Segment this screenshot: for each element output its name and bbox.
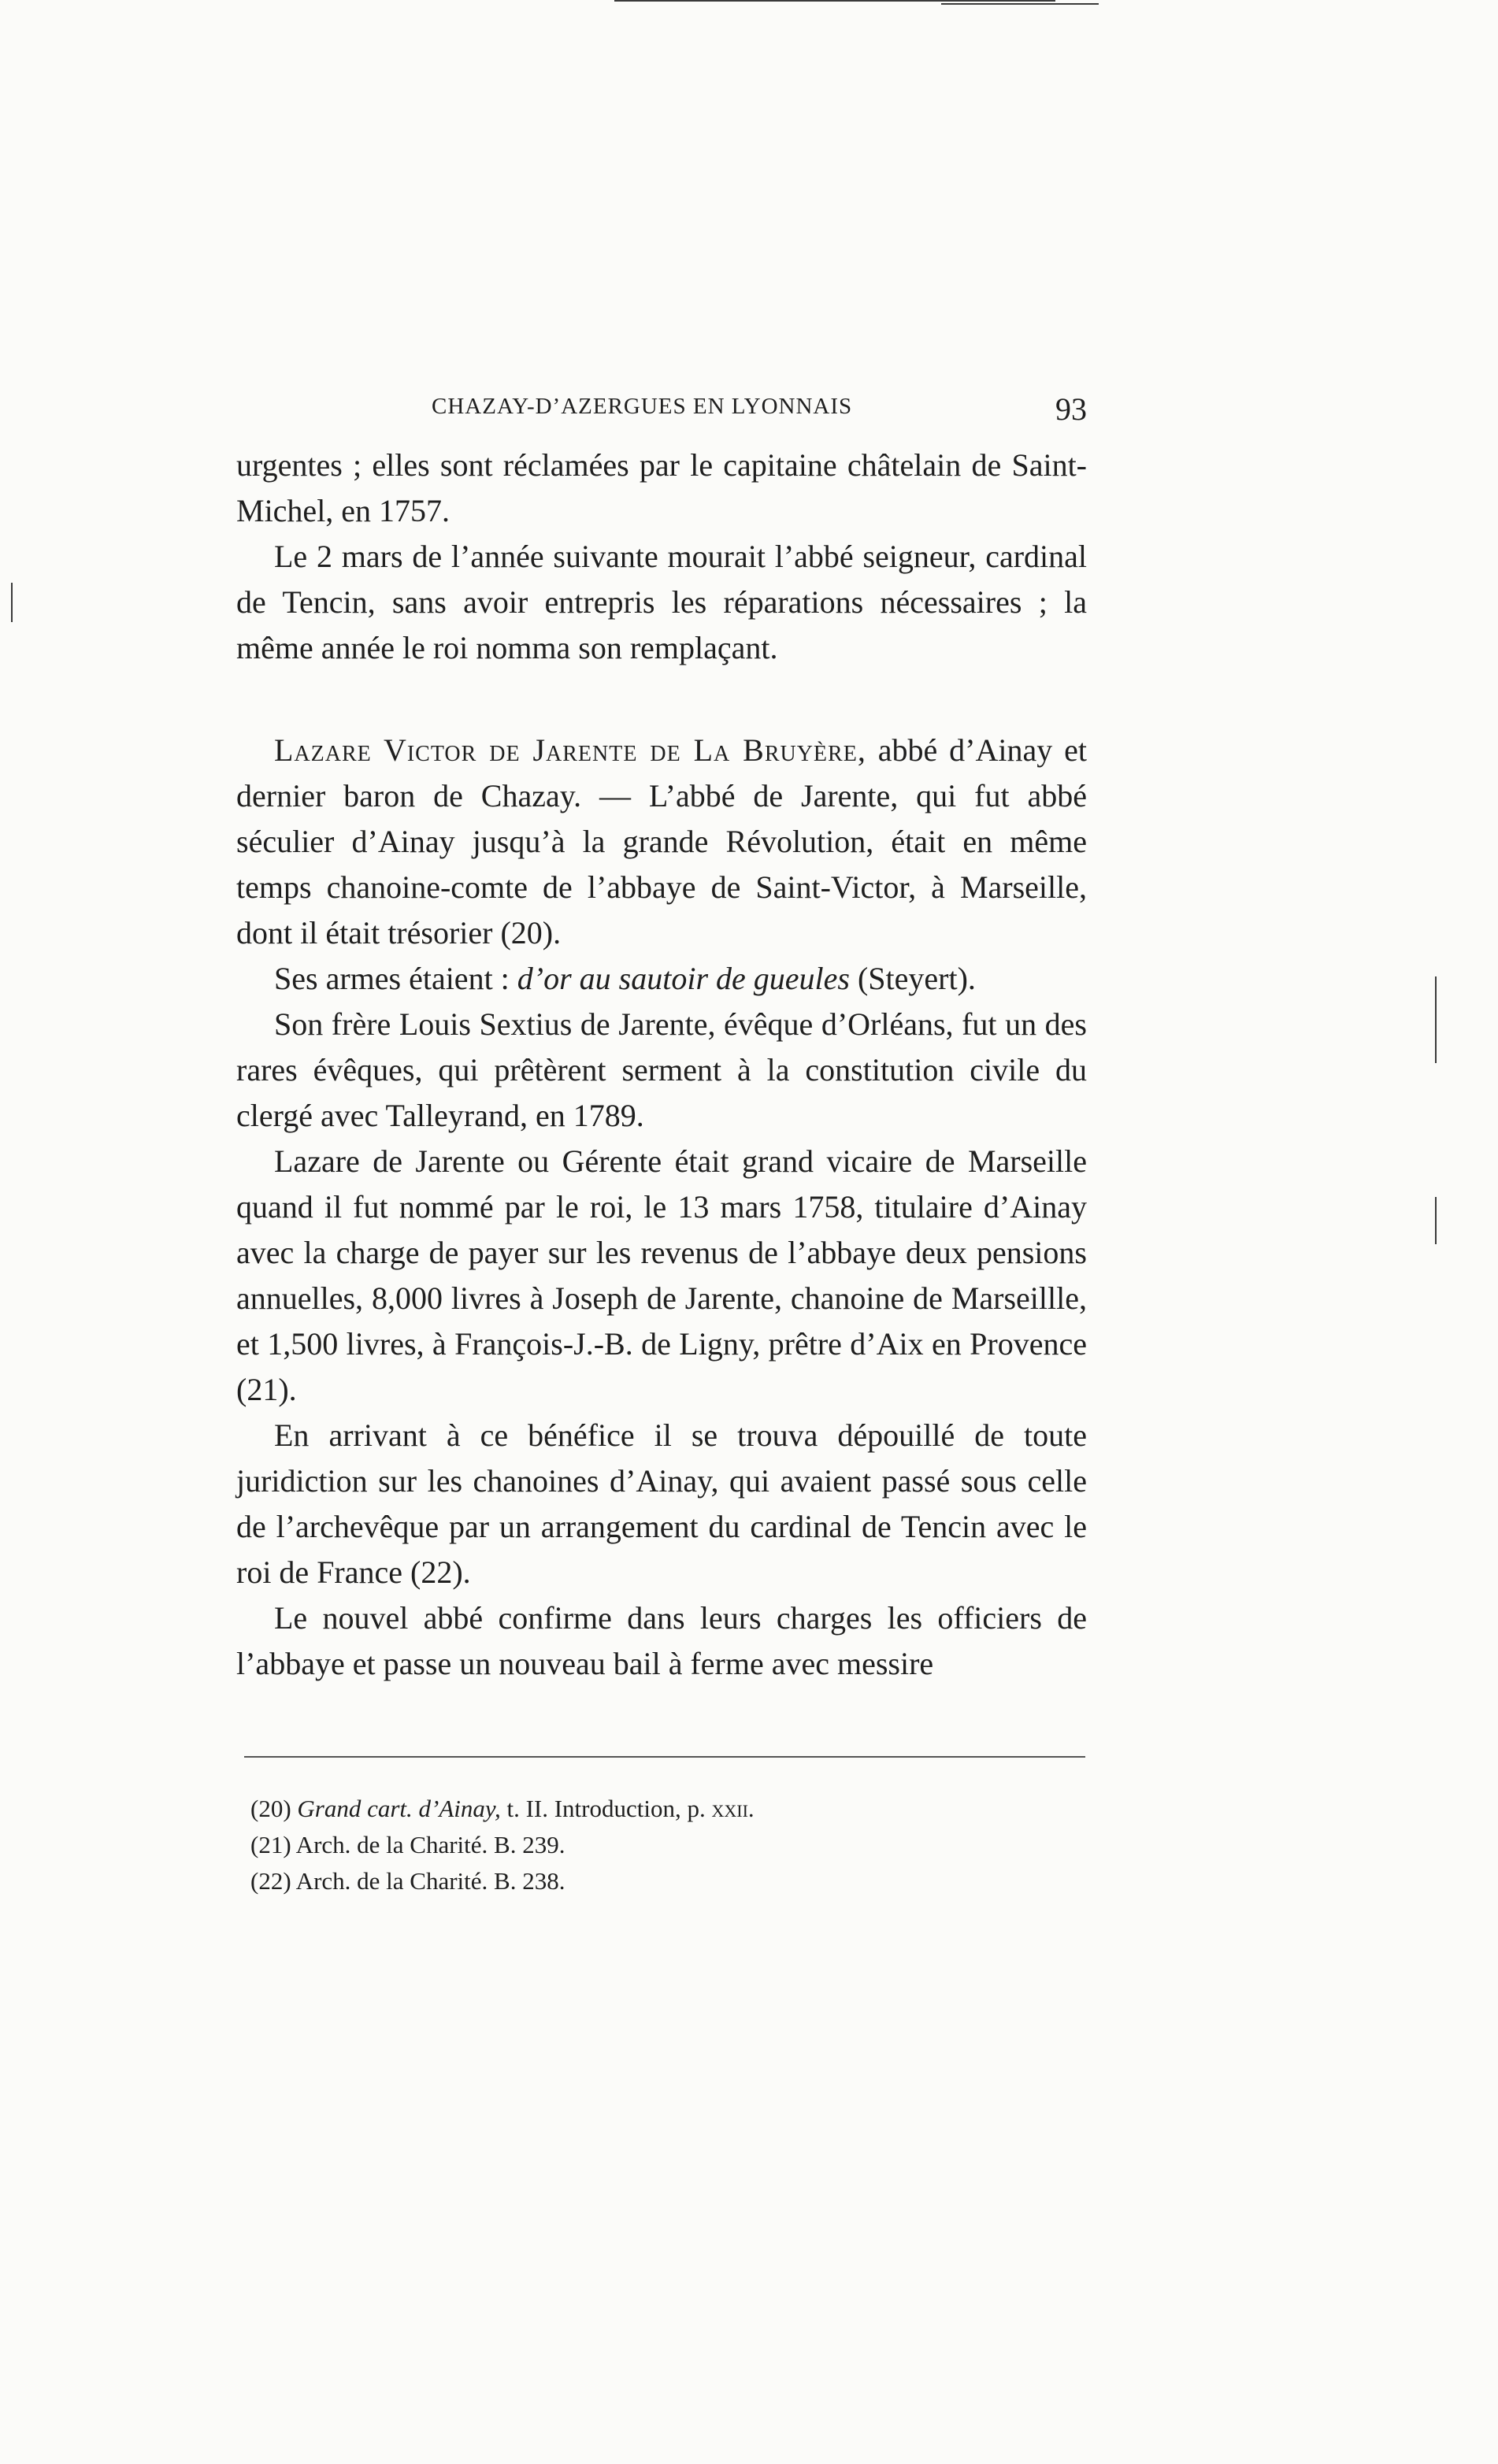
footnote-number: (20): [250, 1795, 298, 1822]
paragraph: En arrivant à ce bénéfice il se trouva dépouillé de toute juridiction sur les chanoines d’Ainay, qui avaient passé sous celle de l’archevêque par un arrangement du cardinal de Tencin avec le roi de France (22).: [236, 1417, 1087, 1590]
scan-mark-right-2: [1435, 1197, 1437, 1244]
arms-blazon: d’or au sautoir de gueules: [517, 961, 850, 996]
paragraph: urgentes ; elles sont réclamées par le capitaine châtelain de Saint-Michel, en 1757.: [236, 447, 1087, 528]
footnote-20: [250, 1791, 1085, 1827]
footnote-22: (22) Arch. de la Charité. B. 238.: [250, 1867, 565, 1895]
footnotes: [250, 1791, 1085, 1899]
paragraph: Lazare de Jarente ou Gérente était grand vicaire de Marseille quand il fut nommé par le roi, le 13 mars 1758, titulaire d’Ainay avec la charge de payer sur les revenus de l’abbaye deux pensions annuelles, 8,000 livres à Joseph de Jarente, chanoine de Marseillle, et 1,500 livres, à François-J.-B. de Ligny, prêtre d’Aix en Provence (21).: [236, 1143, 1087, 1407]
arms-lead: Ses armes étaient :: [274, 961, 517, 996]
scan-mark-left: [11, 583, 13, 622]
scan-mark-top: [614, 0, 1055, 2]
footnote-text: t. II. Introduction, p.: [500, 1795, 712, 1822]
footnote-source: Grand cart. d’Ainay,: [297, 1795, 501, 1822]
page-number: 93: [1055, 391, 1087, 427]
scan-mark-right: [1435, 976, 1437, 1063]
section-heading: Lazare Victor de Jarente de La Bruyère,: [274, 732, 866, 768]
paragraph: Son frère Louis Sextius de Jarente, évêque d’Orléans, fut un des rares évêques, qui prêtèrent serment à la constitution civile du clergé avec Talleyrand, en 1789.: [236, 1006, 1087, 1133]
running-title: CHAZAY-D’AZERGUES EN LYONNAIS: [432, 394, 853, 419]
paragraph: Le nouvel abbé confirme dans leurs charges les officiers de l’abbaye et passe un nouveau bail à ferme avec messire: [236, 1600, 1087, 1681]
body-text: [236, 443, 1087, 1687]
section-paragraph: [236, 728, 1087, 956]
arms-source: (Steyert).: [849, 961, 976, 996]
paragraph: [236, 956, 1087, 1002]
footnote-21: (21) Arch. de la Charité. B. 239.: [250, 1831, 565, 1858]
footnote-page: xxii.: [711, 1795, 755, 1822]
footnote-divider: [244, 1756, 1085, 1758]
running-header: [236, 391, 1087, 438]
paragraph: Le 2 mars de l’année suivante mourait l’abbé seigneur, cardinal de Tencin, sans avoir entrepris les réparations nécessaires ; la même année le roi nomma son remplaçant.: [236, 539, 1087, 665]
paragraph-text: abbé d’Ainay et dernier baron de Chazay. — L’abbé de Jarente, qui fut abbé séculier d’Ainay jusqu’à la grande Révolution, était en même temps chanoine-comte de l’abbaye de Saint-Victor, à Marseille, dont il était trésorier (20).: [236, 732, 1087, 950]
scan-mark-top-right: [941, 3, 1099, 5]
